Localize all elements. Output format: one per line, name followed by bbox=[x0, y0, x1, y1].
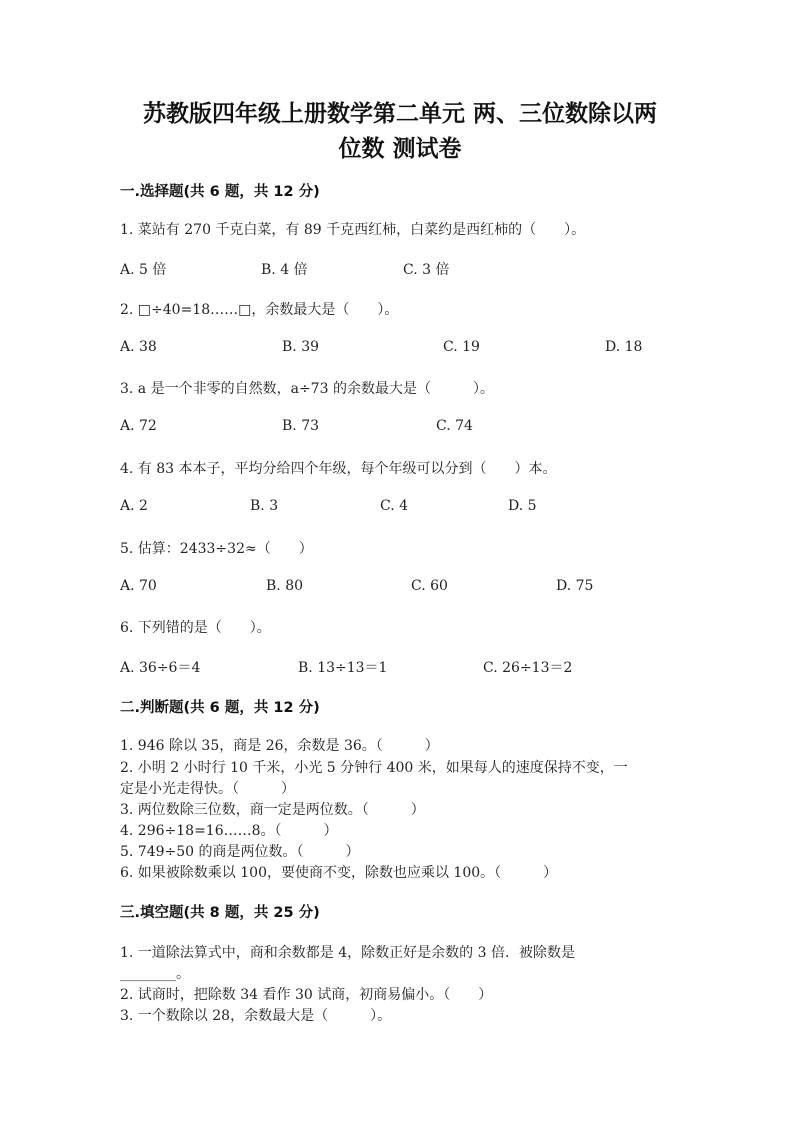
q5-option-a: A. 70 bbox=[120, 578, 157, 594]
judge-item-2: 2. 小明 2 小时行 10 千米，小光 5 分钟行 400 米，如果每人的速度保持不变，一 bbox=[120, 760, 628, 776]
judge-item-3: 3. 两位数除三位数，商一定是两位数。（ ） bbox=[120, 802, 425, 818]
q4-option-c: C. 4 bbox=[380, 498, 409, 514]
q2-option-a: A. 38 bbox=[120, 339, 157, 355]
section-heading-fill: 三.填空题(共 8 题，共 25 分) bbox=[120, 905, 320, 921]
question-4: 4. 有 83 本本子，平均分给四个年级，每个年级可以分到（ ）本。 bbox=[120, 461, 557, 477]
q6-option-c: C. 26÷13＝2 bbox=[483, 660, 573, 676]
q6-option-b: B. 13÷13＝1 bbox=[298, 660, 388, 676]
page-title-line-2: 位数 测试卷 bbox=[338, 136, 462, 162]
judge-item-2-cont: 定是小光走得快。（ ） bbox=[120, 781, 295, 797]
question-2: 2. □÷40=18……□，余数最大是（ ）。 bbox=[120, 302, 399, 318]
fill-item-2: 2. 试商时，把除数 34 看作 30 试商，初商易偏小。（ ） bbox=[120, 987, 493, 1003]
q1-option-c: C. 3 倍 bbox=[403, 262, 450, 278]
q2-option-d: D. 18 bbox=[605, 339, 643, 355]
q4-option-a: A. 2 bbox=[120, 498, 148, 514]
fill-item-3: 3. 一个数除以 28，余数最大是（ ）。 bbox=[120, 1008, 392, 1024]
judge-item-1: 1. 946 除以 35，商是 26，余数是 36。（ ） bbox=[120, 738, 439, 754]
q6-option-a: A. 36÷6＝4 bbox=[120, 660, 201, 676]
question-6: 6. 下列错的是（ ）。 bbox=[120, 620, 271, 636]
q3-option-b: B. 73 bbox=[282, 418, 320, 434]
question-1: 1. 菜站有 270 千克白菜，有 89 千克西红柿，白菜约是西红柿的（ ）。 bbox=[120, 222, 586, 238]
q5-option-d: D. 75 bbox=[556, 578, 594, 594]
section-heading-judge: 二.判断题(共 6 题，共 12 分) bbox=[120, 700, 320, 716]
fill-item-1: 1. 一道除法算式中，商和余数都是 4，除数正好是余数的 3 倍．被除数是 bbox=[120, 945, 575, 961]
question-3: 3. a 是一个非零的自然数，a÷73 的余数最大是（ ）。 bbox=[120, 381, 494, 397]
q4-option-b: B. 3 bbox=[250, 498, 279, 514]
q1-option-b: B. 4 倍 bbox=[261, 262, 308, 278]
fill-item-1-blank: ________。 bbox=[120, 966, 190, 982]
q5-option-b: B. 80 bbox=[266, 578, 304, 594]
q3-option-a: A. 72 bbox=[120, 418, 157, 434]
judge-item-6: 6. 如果被除数乘以 100，要使商不变，除数也应乘以 100。（ ） bbox=[120, 865, 558, 881]
page-title-line-1: 苏教版四年级上册数学第二单元 两、三位数除以两 bbox=[142, 101, 657, 127]
q4-option-d: D. 5 bbox=[508, 498, 537, 514]
judge-item-4: 4. 296÷18=16……8。（ ） bbox=[120, 823, 338, 839]
q2-option-c: C. 19 bbox=[443, 339, 480, 355]
q3-option-c: C. 74 bbox=[436, 418, 473, 434]
q2-option-b: B. 39 bbox=[282, 339, 320, 355]
question-5: 5. 估算：2433÷32≈（ ） bbox=[120, 541, 313, 557]
section-heading-choice: 一.选择题(共 6 题，共 12 分) bbox=[120, 184, 320, 200]
q5-option-c: C. 60 bbox=[411, 578, 448, 594]
q1-option-a: A. 5 倍 bbox=[120, 262, 167, 278]
judge-item-5: 5. 749÷50 的商是两位数。（ ） bbox=[120, 844, 360, 860]
